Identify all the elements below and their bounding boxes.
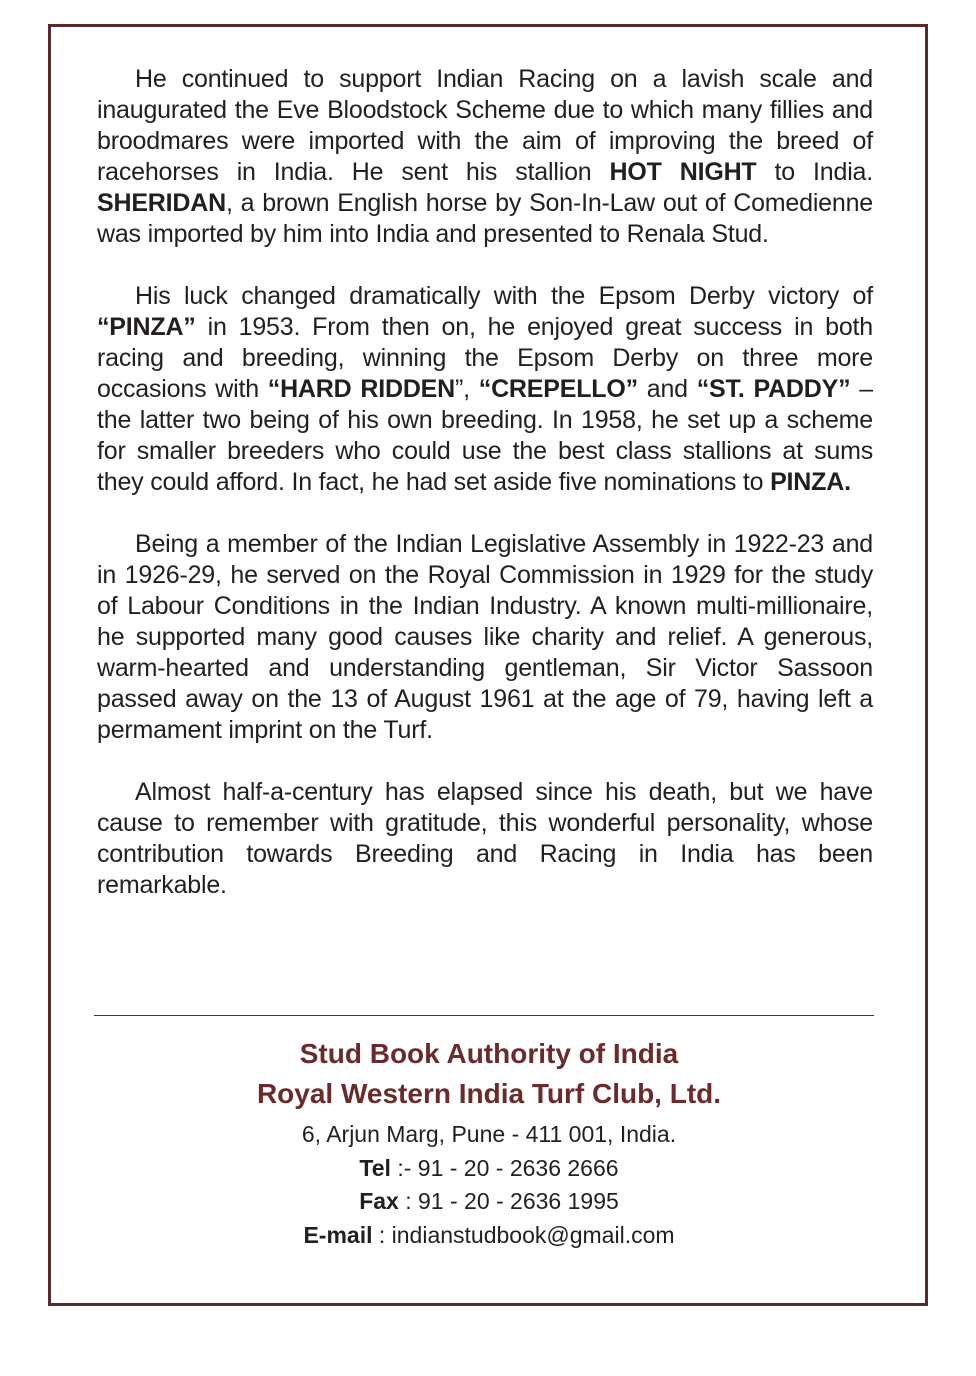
bold-text-segment: PINZA.	[770, 468, 851, 496]
bold-text-segment: “PINZA”	[97, 313, 196, 341]
email-line	[94, 1219, 884, 1253]
bold-text-segment: SHERIDAN	[97, 189, 226, 217]
org-name-turf-club: Royal Western India Turf Club, Ltd.	[256, 1078, 722, 1109]
paragraph-3	[97, 529, 873, 746]
text-segment: Almost half-a-century has elapsed since his death, but we have cause to remember with gratitude, this wonderful personality, whose contribution towards Breeding and Racing in India has been remarkable.	[97, 778, 873, 899]
text-segment: Being a member of the Indian Legislative Assembly in 1922-23 and in 1926-29, he served on the Royal Commission in 1929 for the study of Labour Conditions in the Indian Industry. A known multi-millionaire, he supported many good causes like charity and relief. A generous, warm-hearted and understanding gentleman, Sir Victor Sassoon passed away on the 13 of August 1961 at the age of 79, having left a permament imprint on the Turf.	[97, 530, 873, 744]
bold-text-segment: “ST. PADDY”	[696, 375, 851, 403]
paragraph-2	[97, 281, 873, 498]
email-label: E-mail	[303, 1221, 373, 1248]
bold-text-segment: “HARD RIDDEN	[267, 375, 456, 403]
text-segment: His luck changed dramatically with the Epsom Derby victory of	[135, 282, 873, 310]
email-address: : indianstudbook@gmail.com	[372, 1221, 675, 1248]
text-segment: to India.	[756, 158, 873, 186]
telephone-line	[94, 1152, 884, 1186]
text-segment: , a brown English horse by Son-In-Law out of Comedienne was imported by him into India and presented to Renala Stud.	[97, 189, 873, 248]
fax-number: : 91 - 20 - 2636 1995	[398, 1188, 619, 1214]
paragraph-4	[97, 777, 873, 901]
text-segment: and	[637, 375, 697, 403]
text-segment: in 1953. From then on, he enjoyed great success in both racing and breeding, winning the Epsom Derby on three more occasions with	[97, 313, 873, 403]
fax-line	[94, 1185, 884, 1219]
org-name-stud-book: Stud Book Authority of India	[299, 1038, 679, 1069]
text-segment: – the latter two being of his own breeding. In 1958, he set up a scheme for smaller breeders who could use the best class stallions at sums they could afford. In fact, he had set aside five nominations to	[97, 375, 873, 496]
address-line: 6, Arjun Marg, Pune - 411 001, India.	[301, 1121, 677, 1147]
tel-number: :- 91 - 20 - 2636 2666	[390, 1154, 619, 1181]
fax-label: Fax	[359, 1188, 399, 1214]
tel-label: Tel	[359, 1154, 391, 1181]
bold-text-segment: HOT NIGHT	[609, 158, 757, 186]
footer-divider	[94, 1015, 874, 1016]
bold-text-segment: “CREPELLO”	[478, 375, 638, 403]
text-segment: He continued to support Indian Racing on a lavish scale and inaugurated the Eve Bloodstock Scheme due to which many fillies and broodmares were imported with the aim of improving the breed of racehorses in India. He sent his stallion	[97, 65, 873, 186]
article-body	[97, 64, 873, 932]
paragraph-1	[97, 64, 873, 250]
text-segment: ”,	[455, 375, 479, 403]
contact-footer	[94, 1034, 884, 1252]
